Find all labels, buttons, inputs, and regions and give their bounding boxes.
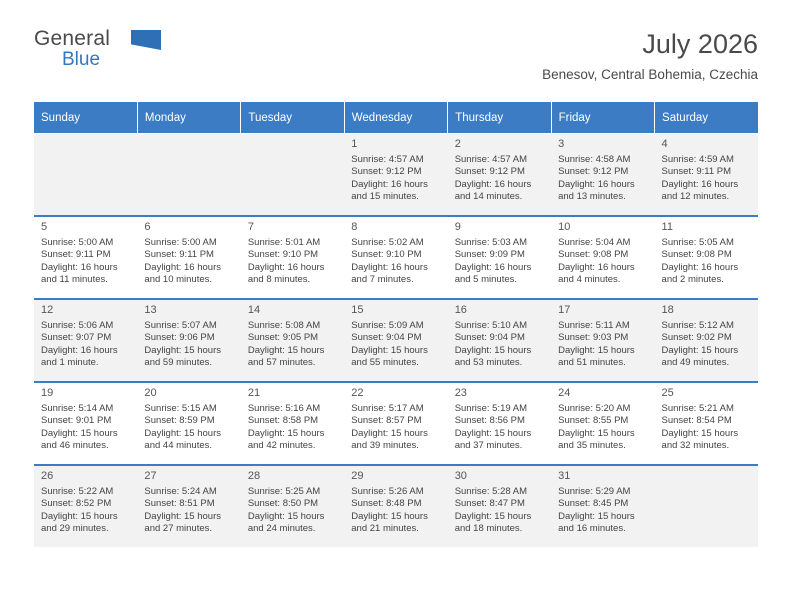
- day-detail-line: Sunrise: 5:17 AM: [351, 402, 424, 414]
- day-detail-line: Daylight: 16 hours: [144, 261, 221, 273]
- day-number: 13: [144, 304, 157, 316]
- day-detail-line: Sunset: 9:10 PM: [247, 249, 319, 261]
- calendar-day-cell[interactable]: [551, 134, 654, 217]
- day-detail-line: Sunrise: 5:22 AM: [41, 485, 114, 497]
- weekday-header-sunday: Sunday: [34, 102, 137, 134]
- day-detail-line: Sunrise: 5:10 AM: [454, 319, 528, 331]
- day-detail-line: Sunset: 9:04 PM: [454, 332, 525, 344]
- day-detail-line: Daylight: 15 hours: [454, 427, 532, 439]
- day-details: [455, 403, 545, 453]
- calendar-day-cell[interactable]: [34, 382, 137, 465]
- day-details: [41, 237, 131, 287]
- calendar-day-cell[interactable]: [448, 465, 551, 547]
- calendar-week-row: [34, 299, 758, 382]
- day-detail-line: Daylight: 15 hours: [661, 344, 739, 356]
- day-detail-line: Sunrise: 5:04 AM: [558, 236, 631, 248]
- calendar-day-cell[interactable]: [448, 382, 551, 465]
- weekday-header-tuesday: Tuesday: [241, 102, 344, 134]
- day-details: [662, 154, 752, 204]
- calendar-empty-cell: [34, 134, 137, 217]
- calendar-day-cell[interactable]: [34, 216, 137, 299]
- day-detail-line: and 5 minutes.: [454, 274, 518, 286]
- day-detail-line: and 14 minutes.: [454, 191, 523, 203]
- day-detail-line: Sunrise: 5:00 AM: [144, 236, 217, 248]
- day-number: 21: [247, 387, 261, 399]
- day-number: 1: [351, 138, 358, 150]
- day-detail-line: Daylight: 16 hours: [661, 261, 739, 273]
- day-details: [41, 403, 131, 453]
- day-detail-line: and 32 minutes.: [661, 440, 730, 452]
- day-detail-line: Sunset: 8:55 PM: [558, 415, 629, 427]
- day-detail-line: Sunrise: 5:11 AM: [558, 319, 630, 331]
- day-detail-line: and 10 minutes.: [144, 274, 213, 286]
- day-detail-line: Sunset: 8:56 PM: [454, 415, 525, 427]
- calendar-day-cell[interactable]: [137, 216, 240, 299]
- calendar-day-cell[interactable]: [344, 382, 447, 465]
- day-details: [662, 320, 752, 370]
- day-detail-line: Sunset: 9:04 PM: [351, 332, 422, 344]
- day-number: 28: [247, 470, 261, 482]
- day-detail-line: Sunset: 9:06 PM: [144, 332, 215, 344]
- day-detail-line: Sunrise: 5:02 AM: [351, 236, 424, 248]
- day-detail-line: and 24 minutes.: [247, 523, 316, 535]
- day-number: 23: [454, 387, 467, 399]
- calendar-week-row: [34, 465, 758, 547]
- day-detail-line: and 44 minutes.: [144, 440, 213, 452]
- day-detail-line: and 15 minutes.: [351, 191, 419, 203]
- brand-name-general: General: [34, 27, 111, 50]
- day-detail-line: Sunrise: 5:19 AM: [454, 402, 528, 414]
- day-detail-line: and 11 minutes.: [41, 274, 108, 286]
- day-detail-line: Sunrise: 5:01 AM: [247, 236, 321, 248]
- day-details: [41, 320, 131, 370]
- day-detail-line: Sunset: 8:50 PM: [247, 498, 319, 510]
- day-detail-line: Daylight: 15 hours: [351, 344, 428, 356]
- day-detail-line: Daylight: 15 hours: [558, 427, 635, 439]
- day-details: [558, 237, 648, 287]
- day-details: [455, 320, 545, 370]
- day-detail-line: and 55 minutes.: [351, 357, 419, 369]
- day-detail-line: Daylight: 15 hours: [41, 510, 118, 522]
- day-details: [455, 154, 545, 204]
- day-detail-line: Sunrise: 5:07 AM: [144, 319, 217, 331]
- day-detail-line: Daylight: 15 hours: [247, 510, 325, 522]
- weekday-header-friday: Friday: [551, 102, 654, 134]
- day-detail-line: Daylight: 15 hours: [454, 510, 532, 522]
- day-number: 26: [41, 470, 54, 482]
- day-details: [144, 486, 234, 536]
- title-block: [542, 28, 758, 82]
- day-detail-line: Sunset: 8:58 PM: [247, 415, 319, 427]
- day-detail-line: Daylight: 16 hours: [558, 261, 635, 273]
- day-detail-line: Sunset: 9:11 PM: [41, 249, 111, 261]
- day-details: [248, 320, 338, 370]
- calendar-week-row: [34, 134, 758, 217]
- calendar-day-cell[interactable]: [344, 299, 447, 382]
- day-detail-line: and 39 minutes.: [351, 440, 419, 452]
- day-detail-line: Sunset: 9:03 PM: [558, 332, 629, 344]
- day-detail-line: and 13 minutes.: [558, 191, 626, 203]
- day-number: 16: [454, 304, 467, 316]
- day-number: 15: [351, 304, 364, 316]
- day-detail-line: Daylight: 15 hours: [351, 510, 428, 522]
- day-detail-line: and 4 minutes.: [558, 274, 621, 286]
- day-detail-line: Sunrise: 4:59 AM: [661, 153, 734, 165]
- day-details: [41, 486, 131, 536]
- calendar-day-cell[interactable]: [241, 382, 344, 465]
- day-detail-line: Daylight: 15 hours: [558, 344, 635, 356]
- day-detail-line: and 46 minutes.: [41, 440, 109, 452]
- day-detail-line: Daylight: 15 hours: [247, 344, 325, 356]
- day-details: [351, 237, 441, 287]
- day-detail-line: Sunrise: 5:16 AM: [247, 402, 321, 414]
- day-detail-line: Sunset: 8:57 PM: [351, 415, 422, 427]
- page-subtitle: Benesov, Central Bohemia, Czechia: [542, 67, 758, 83]
- day-details: [558, 403, 648, 453]
- day-detail-line: and 12 minutes.: [661, 191, 730, 203]
- calendar-day-cell[interactable]: [551, 299, 654, 382]
- day-detail-line: Sunset: 9:11 PM: [661, 166, 732, 178]
- calendar-day-cell[interactable]: [34, 299, 137, 382]
- day-number: 24: [558, 387, 571, 399]
- day-detail-line: Sunset: 9:12 PM: [454, 166, 525, 178]
- calendar-table: [34, 102, 758, 547]
- day-detail-line: and 16 minutes.: [558, 523, 626, 535]
- weekday-header-monday: Monday: [137, 102, 240, 134]
- day-detail-line: Sunset: 8:54 PM: [661, 415, 732, 427]
- page-title: July 2026: [642, 29, 758, 59]
- day-number: 14: [247, 304, 261, 316]
- day-details: [351, 403, 441, 453]
- day-detail-line: Sunrise: 5:15 AM: [144, 402, 217, 414]
- day-number: 19: [41, 387, 54, 399]
- day-detail-line: and 29 minutes.: [41, 523, 109, 535]
- calendar-day-cell[interactable]: [137, 465, 240, 547]
- day-detail-line: and 18 minutes.: [454, 523, 523, 535]
- day-details: [144, 237, 234, 287]
- calendar-day-cell[interactable]: [551, 382, 654, 465]
- day-number: 5: [41, 221, 48, 233]
- day-detail-line: Daylight: 16 hours: [351, 178, 428, 190]
- day-detail-line: and 37 minutes.: [454, 440, 523, 452]
- day-number: 2: [454, 138, 461, 150]
- day-number: 9: [454, 221, 461, 233]
- day-number: 17: [558, 304, 571, 316]
- day-detail-line: and 2 minutes.: [661, 274, 724, 286]
- day-detail-line: Sunset: 9:09 PM: [454, 249, 525, 261]
- day-details: [558, 320, 648, 370]
- day-detail-line: Sunrise: 5:24 AM: [144, 485, 217, 497]
- day-details: [455, 237, 545, 287]
- day-detail-line: Daylight: 15 hours: [454, 344, 532, 356]
- day-details: [351, 154, 441, 204]
- brand-name-blue: Blue: [62, 49, 101, 70]
- day-detail-line: Sunset: 8:47 PM: [454, 498, 525, 510]
- day-number: 6: [144, 221, 151, 233]
- day-number: 4: [661, 138, 668, 150]
- calendar-empty-cell: [137, 134, 240, 217]
- day-number: 20: [144, 387, 157, 399]
- weekday-header-thursday: Thursday: [448, 102, 551, 134]
- calendar-day-cell[interactable]: [34, 465, 137, 547]
- day-detail-line: Sunrise: 5:29 AM: [558, 485, 631, 497]
- calendar-day-cell[interactable]: [448, 299, 551, 382]
- day-number: 12: [41, 304, 54, 316]
- day-detail-line: Sunset: 9:07 PM: [41, 332, 112, 344]
- day-details: [558, 486, 648, 536]
- calendar-day-cell[interactable]: [344, 465, 447, 547]
- day-detail-line: and 27 minutes.: [144, 523, 213, 535]
- day-number: 3: [558, 138, 565, 150]
- weekday-header-saturday: Saturday: [655, 102, 758, 134]
- calendar-day-cell[interactable]: [655, 299, 758, 382]
- day-number: 10: [558, 221, 571, 233]
- day-detail-line: and 21 minutes.: [351, 523, 419, 535]
- day-number: 29: [351, 470, 364, 482]
- day-detail-line: Sunset: 9:11 PM: [144, 249, 214, 261]
- day-details: [455, 486, 545, 536]
- day-detail-line: Sunrise: 4:57 AM: [454, 153, 528, 165]
- day-detail-line: Sunset: 8:45 PM: [558, 498, 629, 510]
- day-detail-line: Sunset: 9:08 PM: [558, 249, 629, 261]
- day-detail-line: Daylight: 16 hours: [351, 261, 428, 273]
- calendar-day-cell[interactable]: [448, 134, 551, 217]
- day-detail-line: and 1 minute.: [41, 357, 99, 369]
- day-detail-line: Sunset: 8:51 PM: [144, 498, 215, 510]
- day-number: 18: [661, 304, 674, 316]
- day-detail-line: Sunrise: 5:08 AM: [247, 319, 321, 331]
- day-number: 11: [661, 221, 673, 233]
- day-detail-line: Sunset: 9:12 PM: [558, 166, 629, 178]
- day-detail-line: Daylight: 16 hours: [558, 178, 635, 190]
- day-detail-line: Sunset: 8:52 PM: [41, 498, 112, 510]
- day-details: [248, 486, 338, 536]
- calendar-body: [34, 134, 758, 548]
- day-detail-line: Daylight: 16 hours: [454, 178, 532, 190]
- calendar-day-cell[interactable]: [241, 216, 344, 299]
- day-details: [248, 237, 338, 287]
- day-detail-line: Sunrise: 5:20 AM: [558, 402, 631, 414]
- calendar-day-cell[interactable]: [655, 134, 758, 217]
- calendar-day-cell[interactable]: [241, 299, 344, 382]
- day-detail-line: Daylight: 16 hours: [454, 261, 532, 273]
- day-detail-line: Daylight: 16 hours: [41, 344, 118, 356]
- day-detail-line: Sunset: 9:05 PM: [247, 332, 319, 344]
- day-details: [558, 154, 648, 204]
- day-detail-line: Daylight: 15 hours: [144, 427, 221, 439]
- day-detail-line: Daylight: 15 hours: [558, 510, 635, 522]
- calendar-day-cell[interactable]: [655, 382, 758, 465]
- day-detail-line: Sunset: 8:48 PM: [351, 498, 422, 510]
- calendar-empty-cell: [241, 134, 344, 217]
- day-detail-line: Sunset: 8:59 PM: [144, 415, 215, 427]
- day-number: 7: [247, 221, 254, 233]
- day-detail-line: and 49 minutes.: [661, 357, 730, 369]
- day-detail-line: Daylight: 15 hours: [144, 344, 221, 356]
- day-detail-line: Sunrise: 4:58 AM: [558, 153, 631, 165]
- day-detail-line: Sunset: 9:12 PM: [351, 166, 422, 178]
- day-detail-line: Sunrise: 5:03 AM: [454, 236, 528, 248]
- day-detail-line: and 57 minutes.: [247, 357, 316, 369]
- calendar-day-cell[interactable]: [655, 216, 758, 299]
- day-details: [144, 320, 234, 370]
- calendar-day-cell[interactable]: [551, 465, 654, 547]
- day-detail-line: and 7 minutes.: [351, 274, 414, 286]
- day-detail-line: and 53 minutes.: [454, 357, 523, 369]
- day-detail-line: Sunrise: 5:26 AM: [351, 485, 424, 497]
- day-details: [662, 403, 752, 453]
- calendar-empty-cell: [655, 465, 758, 547]
- day-detail-line: Daylight: 15 hours: [144, 510, 221, 522]
- day-detail-line: Daylight: 15 hours: [247, 427, 325, 439]
- day-number: 27: [144, 470, 157, 482]
- calendar-week-row: [34, 382, 758, 465]
- day-detail-line: and 59 minutes.: [144, 357, 213, 369]
- day-number: 25: [661, 387, 674, 399]
- calendar-day-cell[interactable]: [241, 465, 344, 547]
- day-detail-line: Sunset: 9:10 PM: [351, 249, 422, 261]
- day-detail-line: Sunrise: 5:00 AM: [41, 236, 114, 248]
- brand-logo: [34, 28, 164, 74]
- day-detail-line: and 51 minutes.: [558, 357, 626, 369]
- day-detail-line: Sunset: 9:01 PM: [41, 415, 112, 427]
- day-detail-line: Daylight: 15 hours: [661, 427, 739, 439]
- calendar-day-cell[interactable]: [344, 134, 447, 217]
- calendar-week-row: [34, 216, 758, 299]
- day-detail-line: Sunrise: 5:05 AM: [661, 236, 734, 248]
- day-number: 31: [558, 470, 571, 482]
- day-details: [248, 403, 338, 453]
- day-detail-line: Sunrise: 5:14 AM: [41, 402, 114, 414]
- day-number: 8: [351, 221, 358, 233]
- calendar-header-row: [34, 102, 758, 134]
- day-detail-line: Daylight: 16 hours: [661, 178, 739, 190]
- page-header: [34, 0, 758, 86]
- day-number: 30: [454, 470, 467, 482]
- day-detail-line: Daylight: 16 hours: [41, 261, 118, 273]
- weekday-header-wednesday: Wednesday: [344, 102, 447, 134]
- day-details: [351, 486, 441, 536]
- calendar-day-cell[interactable]: [344, 216, 447, 299]
- day-detail-line: Sunset: 9:08 PM: [661, 249, 732, 261]
- day-detail-line: Daylight: 16 hours: [247, 261, 325, 273]
- day-number: 22: [351, 387, 364, 399]
- calendar-day-cell[interactable]: [448, 216, 551, 299]
- calendar-day-cell[interactable]: [137, 299, 240, 382]
- day-detail-line: Sunrise: 5:25 AM: [247, 485, 321, 497]
- day-detail-line: Sunrise: 5:28 AM: [454, 485, 528, 497]
- flag-icon: [131, 30, 161, 50]
- day-detail-line: and 35 minutes.: [558, 440, 626, 452]
- day-details: [662, 237, 752, 287]
- day-detail-line: and 42 minutes.: [247, 440, 316, 452]
- day-detail-line: and 8 minutes.: [247, 274, 311, 286]
- day-detail-line: Sunrise: 5:12 AM: [661, 319, 734, 331]
- day-details: [144, 403, 234, 453]
- day-detail-line: Daylight: 15 hours: [351, 427, 428, 439]
- day-detail-line: Sunset: 9:02 PM: [661, 332, 732, 344]
- day-detail-line: Sunrise: 5:09 AM: [351, 319, 424, 331]
- day-detail-line: Sunrise: 5:21 AM: [661, 402, 734, 414]
- day-details: [351, 320, 441, 370]
- day-detail-line: Daylight: 15 hours: [41, 427, 118, 439]
- day-detail-line: Sunrise: 5:06 AM: [41, 319, 114, 331]
- calendar-day-cell[interactable]: [551, 216, 654, 299]
- day-detail-line: Sunrise: 4:57 AM: [351, 153, 424, 165]
- calendar-day-cell[interactable]: [137, 382, 240, 465]
